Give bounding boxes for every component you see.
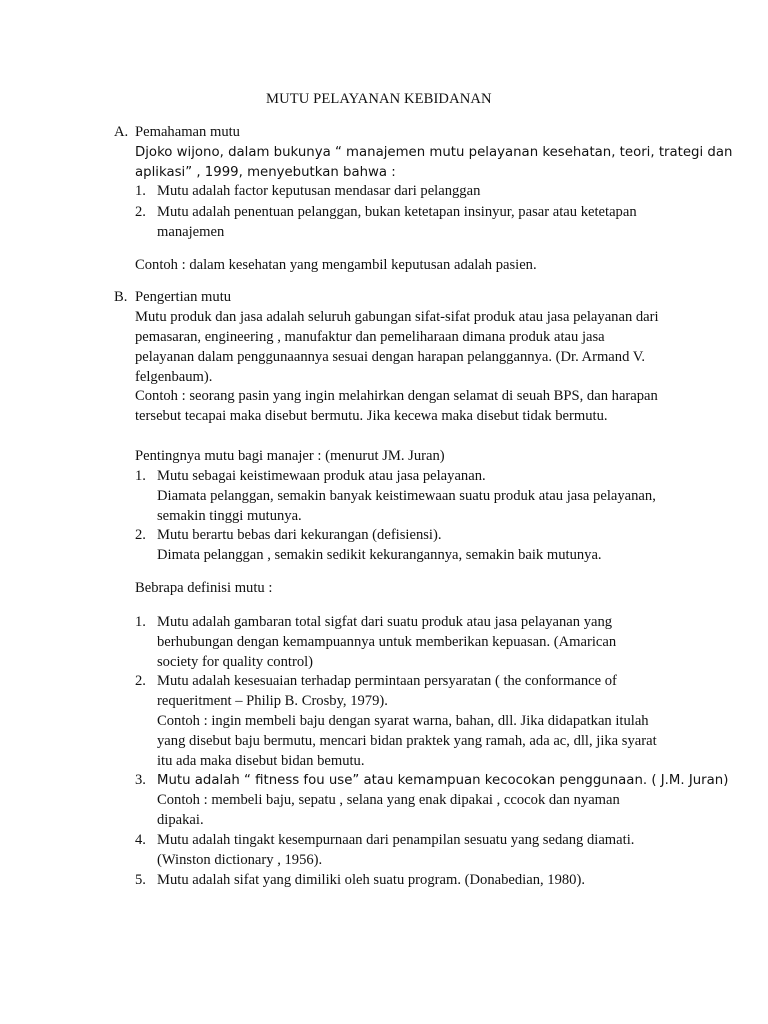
section-a-intro-line: Djoko wijono, dalam bukunya “ manajemen mutu pelayanan kesehatan, teori, trategi dan (135, 145, 733, 160)
definitions-heading: Bebrapa definisi mutu : (135, 580, 273, 596)
paragraph-line: pemasaran, engineering , manufaktur dan pemeliharaan dimana produk atau jasa (135, 329, 605, 345)
list-item-text: berhubungan dengan kemampuannya untuk memberikan kepuasan. (Amarican (157, 634, 617, 650)
paragraph-line: tersebut tecapai maka disebut bermutu. Jika kecewa maka disebut tidak bermutu. (135, 408, 608, 424)
paragraph-line: Contoh : seorang pasin yang ingin melahirkan dengan selamat di seuah BPS, dan harapan (135, 388, 658, 404)
paragraph-line: felgenbaum). (135, 369, 213, 385)
paragraph-line: pelayanan dalam penggunaannya sesuai dengan harapan pelanggannya. (Dr. Armand V. (135, 349, 646, 365)
section-a-marker: A. (114, 124, 129, 140)
list-item-text: Contoh : membeli baju, sepatu , selana yang enak dipakai , ccocok dan nyaman (157, 792, 620, 808)
section-b-marker: B. (114, 289, 128, 305)
list-item-text: yang disebut baju bermutu, mencari bidan praktek yang ramah, ada ac, dll, jika syarat (157, 733, 657, 749)
list-item-text: Mutu sebagai keistimewaan produk atau jasa pelayanan. (157, 468, 486, 484)
importance-heading: Pentingnya mutu bagi manajer : (menurut JM. Juran) (135, 448, 445, 464)
section-b-heading: Pengertian mutu (135, 289, 232, 305)
list-number: 3. (135, 772, 146, 788)
list-item-text: Diamata pelanggan, semakin banyak keistimewaan suatu produk atau jasa pelayanan, (157, 488, 656, 504)
section-a-heading: Pemahaman mutu (135, 124, 240, 140)
list-number: 2. (135, 527, 146, 543)
list-item-text: itu ada maka disebut bidan bemutu. (157, 753, 365, 769)
list-number: 4. (135, 832, 146, 848)
list-number: 2. (135, 204, 146, 220)
section-a-example: Contoh : dalam kesehatan yang mengambil keputusan adalah pasien. (135, 257, 537, 273)
list-item-text: Mutu adalah factor keputusan mendasar dari pelanggan (157, 183, 481, 199)
list-number: 2. (135, 673, 146, 689)
list-item-text: requeritment – Philip B. Crosby, 1979). (157, 693, 388, 709)
list-item-text: manajemen (157, 224, 225, 240)
list-item-text: dipakai. (157, 812, 204, 828)
list-item-text: Mutu adalah gambaran total sigfat dari suatu produk atau jasa pelayanan yang (157, 614, 613, 630)
list-item-text: Dimata pelanggan , semakin sedikit kekurangannya, semakin baik mutunya. (157, 547, 602, 563)
list-item-text: Mutu adalah “ fitness fou use” atau kemampuan kecocokan penggunaan. ( J.M. Juran) (157, 773, 729, 788)
document-title: MUTU PELAYANAN KEBIDANAN (266, 91, 492, 107)
section-a-intro-line: aplikasi” , 1999, menyebutkan bahwa : (135, 165, 396, 180)
list-item-text: Mutu adalah kesesuaian terhadap permintaan persyaratan ( the conformance of (157, 673, 617, 689)
list-item-text: Mutu adalah tingakt kesempurnaan dari penampilan sesuatu yang sedang diamati. (157, 832, 635, 848)
list-item-text: Mutu adalah sifat yang dimiliki oleh suatu program. (Donabedian, 1980). (157, 872, 585, 888)
list-item-text: semakin tinggi mutunya. (157, 508, 302, 524)
list-item-text: Mutu berartu bebas dari kekurangan (defisiensi). (157, 527, 442, 543)
list-item-text: (Winston dictionary , 1956). (157, 852, 323, 868)
list-item-text: Mutu adalah penentuan pelanggan, bukan ketetapan insinyur, pasar atau ketetapan (157, 204, 637, 220)
list-number: 1. (135, 183, 146, 199)
list-number: 1. (135, 614, 146, 630)
list-item-text: society for quality control) (157, 654, 314, 670)
paragraph-line: Mutu produk dan jasa adalah seluruh gabungan sifat-sifat produk atau jasa pelayanan dari (135, 309, 659, 325)
list-number: 1. (135, 468, 146, 484)
list-number: 5. (135, 872, 146, 888)
list-item-text: Contoh : ingin membeli baju dengan syarat warna, bahan, dll. Jika didapatkan itulah (157, 713, 649, 729)
